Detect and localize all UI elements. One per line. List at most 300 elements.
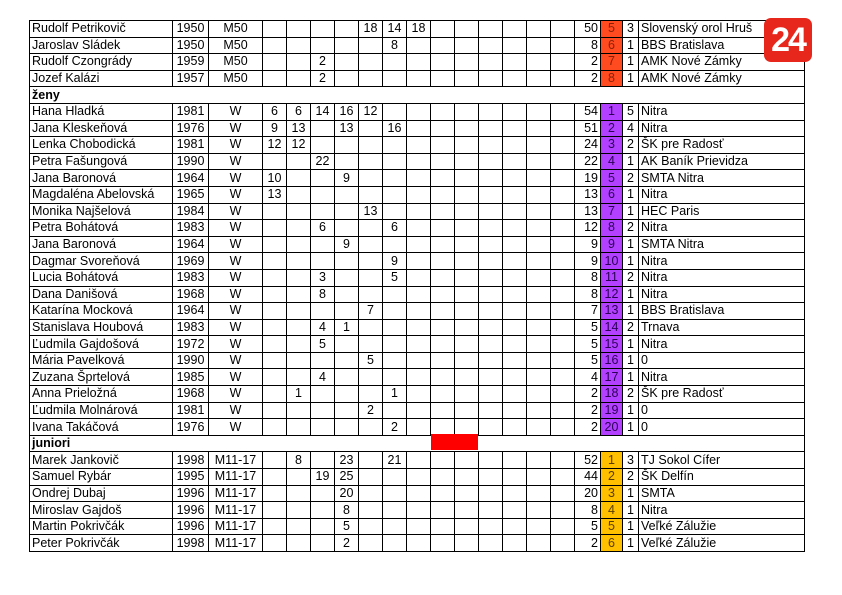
category: W xyxy=(209,203,263,220)
race-score xyxy=(287,352,311,369)
race-score xyxy=(551,469,575,486)
total-points: 8 xyxy=(575,37,601,54)
race-score xyxy=(359,269,383,286)
race-score xyxy=(455,21,479,38)
race-score xyxy=(479,236,503,253)
race-score xyxy=(431,369,455,386)
section-header-row xyxy=(30,87,805,104)
race-score xyxy=(359,286,383,303)
race-score xyxy=(527,402,551,419)
race-score xyxy=(527,502,551,519)
total-points: 44 xyxy=(575,469,601,486)
race-score xyxy=(503,386,527,403)
race-score xyxy=(527,336,551,353)
race-score xyxy=(359,120,383,137)
race-score xyxy=(407,120,431,137)
empty-cell xyxy=(287,435,311,452)
race-score xyxy=(335,54,359,71)
race-score: 3 xyxy=(311,269,335,286)
race-score xyxy=(479,303,503,320)
table-row xyxy=(30,419,805,436)
empty-cell xyxy=(575,435,601,452)
race-count: 1 xyxy=(623,518,639,535)
club-name: Nitra xyxy=(639,120,805,137)
athlete-name: Ľudmila Gajdošová xyxy=(30,336,173,353)
race-score xyxy=(311,402,335,419)
race-score: 2 xyxy=(359,402,383,419)
race-score xyxy=(407,535,431,552)
race-score xyxy=(359,70,383,87)
empty-cell xyxy=(263,87,287,104)
race-score xyxy=(287,518,311,535)
race-score xyxy=(359,220,383,237)
race-score xyxy=(527,203,551,220)
category: W xyxy=(209,186,263,203)
race-score xyxy=(263,37,287,54)
race-score xyxy=(479,452,503,469)
total-points: 5 xyxy=(575,518,601,535)
race-score xyxy=(431,21,455,38)
rank-badge: 18 xyxy=(601,386,623,403)
athlete-name: Jaroslav Sládek xyxy=(30,37,173,54)
race-score xyxy=(335,137,359,154)
birth-year: 1968 xyxy=(173,386,209,403)
race-score xyxy=(431,170,455,187)
race-score xyxy=(479,21,503,38)
rank-badge: 10 xyxy=(601,253,623,270)
empty-cell xyxy=(601,435,623,452)
race-score xyxy=(551,186,575,203)
club-name: 0 xyxy=(639,352,805,369)
race-score xyxy=(503,303,527,320)
athlete-name: Dana Danišová xyxy=(30,286,173,303)
race-score xyxy=(551,535,575,552)
race-count: 1 xyxy=(623,54,639,71)
race-score xyxy=(479,253,503,270)
race-score xyxy=(551,37,575,54)
race-score xyxy=(527,485,551,502)
race-score xyxy=(335,286,359,303)
race-score xyxy=(503,153,527,170)
race-score xyxy=(407,253,431,270)
race-score xyxy=(455,153,479,170)
race-score xyxy=(287,21,311,38)
race-score xyxy=(527,469,551,486)
table-row xyxy=(30,203,805,220)
race-score xyxy=(287,336,311,353)
race-score xyxy=(479,153,503,170)
race-score xyxy=(479,103,503,120)
birth-year: 1981 xyxy=(173,402,209,419)
race-score xyxy=(263,485,287,502)
race-score xyxy=(503,469,527,486)
race-score xyxy=(503,452,527,469)
category: W xyxy=(209,137,263,154)
category: W xyxy=(209,236,263,253)
race-score xyxy=(431,319,455,336)
race-score: 21 xyxy=(383,452,407,469)
total-points: 19 xyxy=(575,170,601,187)
race-score xyxy=(311,253,335,270)
race-score xyxy=(383,137,407,154)
birth-year: 1969 xyxy=(173,253,209,270)
race-score xyxy=(455,469,479,486)
birth-year: 1998 xyxy=(173,535,209,552)
race-score xyxy=(455,485,479,502)
empty-cell xyxy=(527,87,551,104)
empty-cell xyxy=(479,435,503,452)
club-name: Nitra xyxy=(639,502,805,519)
race-score: 1 xyxy=(287,386,311,403)
race-score xyxy=(287,485,311,502)
race-score xyxy=(455,269,479,286)
race-score xyxy=(407,386,431,403)
table-row xyxy=(30,220,805,237)
race-score xyxy=(263,452,287,469)
race-score xyxy=(311,485,335,502)
empty-cell xyxy=(623,87,639,104)
race-score xyxy=(503,137,527,154)
race-score xyxy=(527,253,551,270)
race-score xyxy=(503,120,527,137)
race-score xyxy=(551,303,575,320)
race-score: 8 xyxy=(311,286,335,303)
race-score xyxy=(479,352,503,369)
total-points: 54 xyxy=(575,103,601,120)
race-count: 2 xyxy=(623,137,639,154)
category: W xyxy=(209,386,263,403)
race-score xyxy=(431,253,455,270)
race-score xyxy=(479,286,503,303)
race-score xyxy=(431,518,455,535)
race-score xyxy=(335,269,359,286)
race-score xyxy=(431,352,455,369)
race-score xyxy=(407,236,431,253)
race-score xyxy=(359,469,383,486)
race-score xyxy=(335,253,359,270)
race-score xyxy=(527,170,551,187)
empty-cell xyxy=(527,435,551,452)
rank-badge: 16 xyxy=(601,352,623,369)
race-score xyxy=(407,186,431,203)
race-score xyxy=(287,54,311,71)
race-score xyxy=(431,419,455,436)
club-name: HEC Paris xyxy=(639,203,805,220)
rank-badge: 11 xyxy=(601,269,623,286)
race-score xyxy=(479,419,503,436)
race-score xyxy=(359,485,383,502)
club-name: Nitra xyxy=(639,253,805,270)
race-score xyxy=(407,269,431,286)
race-score xyxy=(503,535,527,552)
category: W xyxy=(209,170,263,187)
race-score xyxy=(287,153,311,170)
athlete-name: Ondrej Dubaj xyxy=(30,485,173,502)
empty-cell xyxy=(173,435,209,452)
total-points: 12 xyxy=(575,220,601,237)
race-score xyxy=(551,220,575,237)
race-score xyxy=(431,137,455,154)
club-name: 0 xyxy=(639,402,805,419)
athlete-name: Rudolf Czongrády xyxy=(30,54,173,71)
race-score xyxy=(503,220,527,237)
section-title: ženy xyxy=(30,87,173,104)
club-name: ŠK Delfín xyxy=(639,469,805,486)
race-score xyxy=(527,236,551,253)
birth-year: 1959 xyxy=(173,54,209,71)
table-row xyxy=(30,502,805,519)
total-points: 8 xyxy=(575,269,601,286)
race-score xyxy=(287,186,311,203)
total-points: 50 xyxy=(575,21,601,38)
race-score xyxy=(287,502,311,519)
rank-badge: 8 xyxy=(601,70,623,87)
race-score xyxy=(407,452,431,469)
race-score xyxy=(551,386,575,403)
athlete-name: Rudolf Petrikovič xyxy=(30,21,173,38)
race-score xyxy=(383,286,407,303)
birth-year: 1990 xyxy=(173,352,209,369)
athlete-name: Lucia Bohátová xyxy=(30,269,173,286)
race-score xyxy=(503,518,527,535)
birth-year: 1964 xyxy=(173,170,209,187)
birth-year: 1983 xyxy=(173,269,209,286)
race-score xyxy=(455,402,479,419)
race-score xyxy=(335,220,359,237)
race-score xyxy=(503,203,527,220)
race-score xyxy=(383,402,407,419)
race-score xyxy=(455,352,479,369)
race-score xyxy=(407,319,431,336)
table-row xyxy=(30,386,805,403)
race-score xyxy=(335,186,359,203)
table-row xyxy=(30,469,805,486)
table-row xyxy=(30,153,805,170)
race-score: 2 xyxy=(335,535,359,552)
race-score xyxy=(503,319,527,336)
race-score xyxy=(479,386,503,403)
race-score xyxy=(551,170,575,187)
club-name: SMTA Nitra xyxy=(639,236,805,253)
race-score: 5 xyxy=(383,269,407,286)
empty-cell xyxy=(407,435,431,452)
club-name: Nitra xyxy=(639,269,805,286)
race-score xyxy=(551,369,575,386)
race-score xyxy=(287,203,311,220)
news-logo: 24 xyxy=(764,18,812,62)
race-score xyxy=(551,70,575,87)
empty-cell xyxy=(551,435,575,452)
club-name: TJ Sokol Cífer xyxy=(639,452,805,469)
race-score: 12 xyxy=(263,137,287,154)
club-name: SMTA xyxy=(639,485,805,502)
category: W xyxy=(209,352,263,369)
race-score xyxy=(551,452,575,469)
race-score xyxy=(335,153,359,170)
athlete-name: Jana Baronová xyxy=(30,236,173,253)
total-points: 2 xyxy=(575,386,601,403)
race-score xyxy=(431,37,455,54)
race-count: 5 xyxy=(623,103,639,120)
athlete-name: Ivana Takáčová xyxy=(30,419,173,436)
race-score: 22 xyxy=(311,153,335,170)
race-score xyxy=(479,137,503,154)
empty-cell xyxy=(335,87,359,104)
category: M11-17 xyxy=(209,535,263,552)
race-score xyxy=(287,37,311,54)
table-row xyxy=(30,352,805,369)
race-score xyxy=(359,37,383,54)
athlete-name: Jana Kleskeňová xyxy=(30,120,173,137)
empty-cell xyxy=(209,87,263,104)
race-count: 1 xyxy=(623,303,639,320)
race-count: 1 xyxy=(623,402,639,419)
red-marker xyxy=(431,434,478,450)
race-score xyxy=(383,153,407,170)
race-score xyxy=(551,103,575,120)
race-count: 4 xyxy=(623,120,639,137)
race-score xyxy=(551,269,575,286)
race-score xyxy=(287,269,311,286)
race-score: 19 xyxy=(311,469,335,486)
race-score xyxy=(455,186,479,203)
race-score: 10 xyxy=(263,170,287,187)
race-count: 1 xyxy=(623,485,639,502)
rank-badge: 6 xyxy=(601,186,623,203)
race-score xyxy=(455,37,479,54)
race-score xyxy=(479,203,503,220)
race-score xyxy=(383,502,407,519)
race-score xyxy=(551,203,575,220)
category: W xyxy=(209,103,263,120)
race-score: 4 xyxy=(311,369,335,386)
table-row xyxy=(30,21,805,38)
empty-cell xyxy=(503,87,527,104)
category: W xyxy=(209,269,263,286)
club-name: Nitra xyxy=(639,186,805,203)
total-points: 4 xyxy=(575,369,601,386)
race-score xyxy=(503,269,527,286)
empty-cell xyxy=(455,87,479,104)
race-score xyxy=(383,485,407,502)
athlete-name: Petra Bohátová xyxy=(30,220,173,237)
birth-year: 1981 xyxy=(173,137,209,154)
race-count: 3 xyxy=(623,21,639,38)
total-points: 2 xyxy=(575,419,601,436)
race-score xyxy=(383,336,407,353)
race-score xyxy=(383,303,407,320)
race-score xyxy=(455,203,479,220)
race-score xyxy=(455,286,479,303)
race-score xyxy=(551,54,575,71)
race-score xyxy=(407,419,431,436)
category: M11-17 xyxy=(209,485,263,502)
race-score xyxy=(431,269,455,286)
race-score xyxy=(311,186,335,203)
race-score: 6 xyxy=(287,103,311,120)
club-name: Nitra xyxy=(639,220,805,237)
total-points: 7 xyxy=(575,303,601,320)
total-points: 8 xyxy=(575,502,601,519)
race-score xyxy=(503,37,527,54)
club-name: Veľké Zálužie xyxy=(639,518,805,535)
race-score xyxy=(311,21,335,38)
race-score xyxy=(455,220,479,237)
category: M11-17 xyxy=(209,452,263,469)
race-score xyxy=(383,70,407,87)
race-count: 1 xyxy=(623,369,639,386)
birth-year: 1972 xyxy=(173,336,209,353)
race-count: 2 xyxy=(623,386,639,403)
race-count: 1 xyxy=(623,352,639,369)
table-row xyxy=(30,269,805,286)
athlete-name: Peter Pokrivčák xyxy=(30,535,173,552)
race-score xyxy=(455,70,479,87)
race-score xyxy=(503,54,527,71)
race-score xyxy=(527,137,551,154)
table-row xyxy=(30,535,805,552)
race-score xyxy=(407,303,431,320)
race-score xyxy=(503,70,527,87)
race-score xyxy=(407,137,431,154)
category: M50 xyxy=(209,54,263,71)
birth-year: 1950 xyxy=(173,37,209,54)
race-score xyxy=(263,369,287,386)
rank-badge: 2 xyxy=(601,469,623,486)
race-score xyxy=(551,352,575,369)
race-score xyxy=(383,369,407,386)
race-score xyxy=(359,535,383,552)
category: M50 xyxy=(209,21,263,38)
race-score xyxy=(551,502,575,519)
empty-cell xyxy=(639,435,805,452)
race-score xyxy=(287,70,311,87)
race-score xyxy=(551,286,575,303)
race-score xyxy=(311,120,335,137)
empty-cell xyxy=(359,87,383,104)
category: W xyxy=(209,402,263,419)
race-score xyxy=(479,269,503,286)
empty-cell xyxy=(383,435,407,452)
race-score xyxy=(383,535,407,552)
race-score xyxy=(359,369,383,386)
race-score xyxy=(455,170,479,187)
race-score xyxy=(503,170,527,187)
club-name: Nitra xyxy=(639,336,805,353)
birth-year: 1981 xyxy=(173,103,209,120)
birth-year: 1990 xyxy=(173,153,209,170)
race-score xyxy=(431,386,455,403)
table-row xyxy=(30,319,805,336)
race-score: 12 xyxy=(287,137,311,154)
race-score xyxy=(431,485,455,502)
race-score xyxy=(311,452,335,469)
athlete-name: Petra Fašungová xyxy=(30,153,173,170)
race-count: 1 xyxy=(623,336,639,353)
race-score: 5 xyxy=(311,336,335,353)
race-score xyxy=(551,485,575,502)
race-count: 1 xyxy=(623,70,639,87)
race-score xyxy=(431,70,455,87)
race-score xyxy=(407,469,431,486)
race-count: 2 xyxy=(623,269,639,286)
race-score: 2 xyxy=(311,70,335,87)
race-count: 1 xyxy=(623,535,639,552)
race-score xyxy=(383,352,407,369)
race-score xyxy=(335,37,359,54)
race-score xyxy=(527,120,551,137)
race-score: 18 xyxy=(359,21,383,38)
